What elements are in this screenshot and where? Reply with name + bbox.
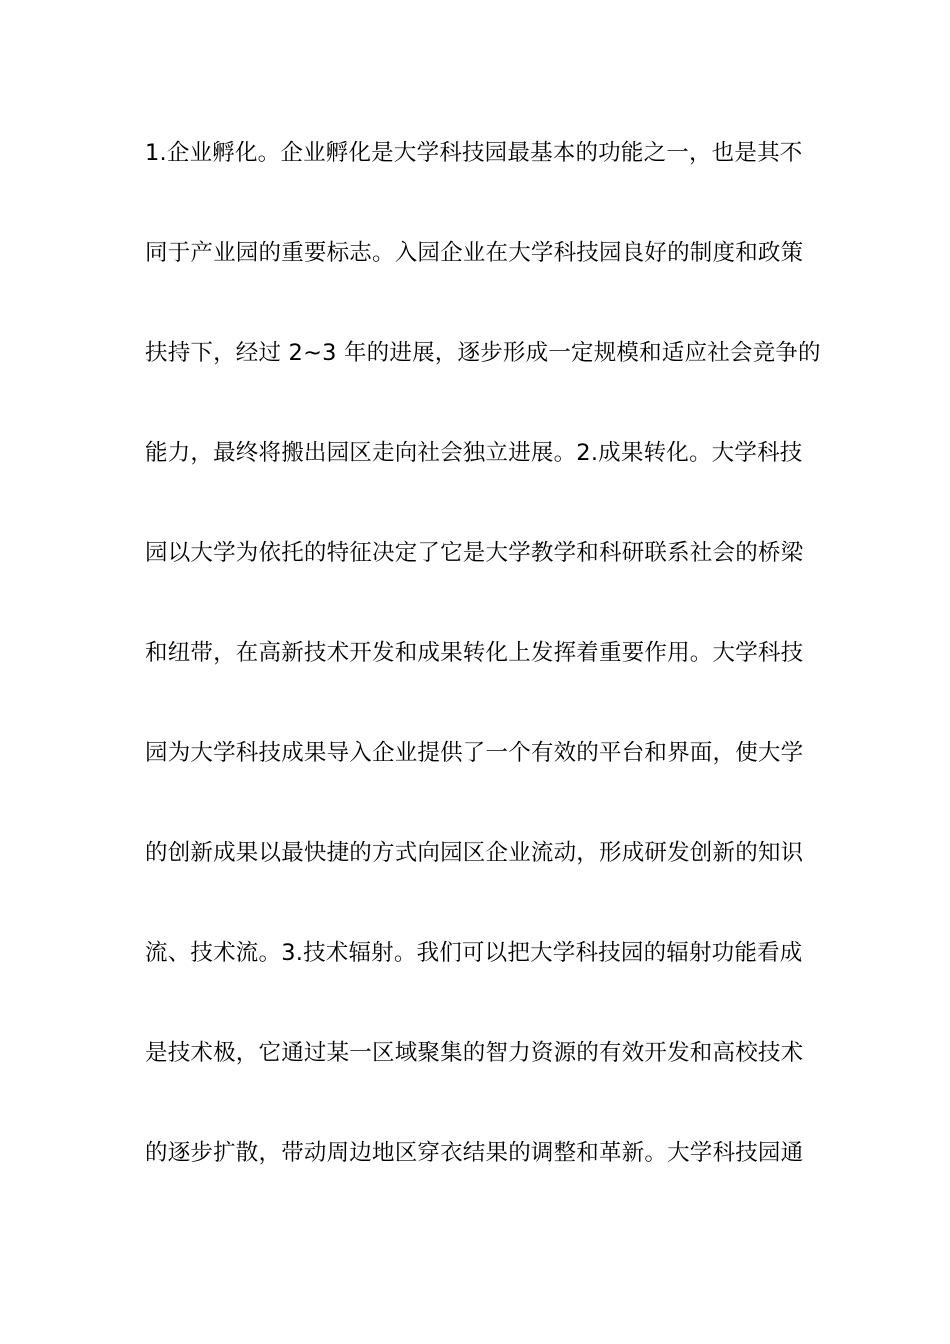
body-text [145,130,821,1230]
text-line: 同于产业园的重要标志。入园企业在大学科技园良好的制度和政策 [145,240,804,266]
text-line: 园以大学为依托的特征决定了它是大学教学和科研联系社会的桥梁 [145,540,804,566]
text-line: 和纽带，在高新技术开发和成果转化上发挥着重要作用。大学科技 [145,640,804,666]
text-line: 扶持下，经过 2~3 年的进展，逐步形成一定规模和适应社会竞争的 [145,340,821,366]
text-line: 的创新成果以最快捷的方式向园区企业流动，形成研发创新的知识 [145,840,804,866]
text-line: 是技术极，它通过某一区域聚集的智力资源的有效开发和高校技术 [145,1040,804,1066]
text-line: 园为大学科技成果导入企业提供了一个有效的平台和界面，使大学 [145,740,804,766]
text-line: 能力，最终将搬出园区走向社会独立进展。2.成果转化。大学科技 [145,440,803,466]
text-line: 的逐步扩散，带动周边地区穿衣结果的调整和革新。大学科技园通 [145,1140,804,1166]
text-line: 流、技术流。3.技术辐射。我们可以把大学科技园的辐射功能看成 [145,940,803,966]
text-line: 1.企业孵化。企业孵化是大学科技园最基本的功能之一，也是其不 [145,140,803,166]
